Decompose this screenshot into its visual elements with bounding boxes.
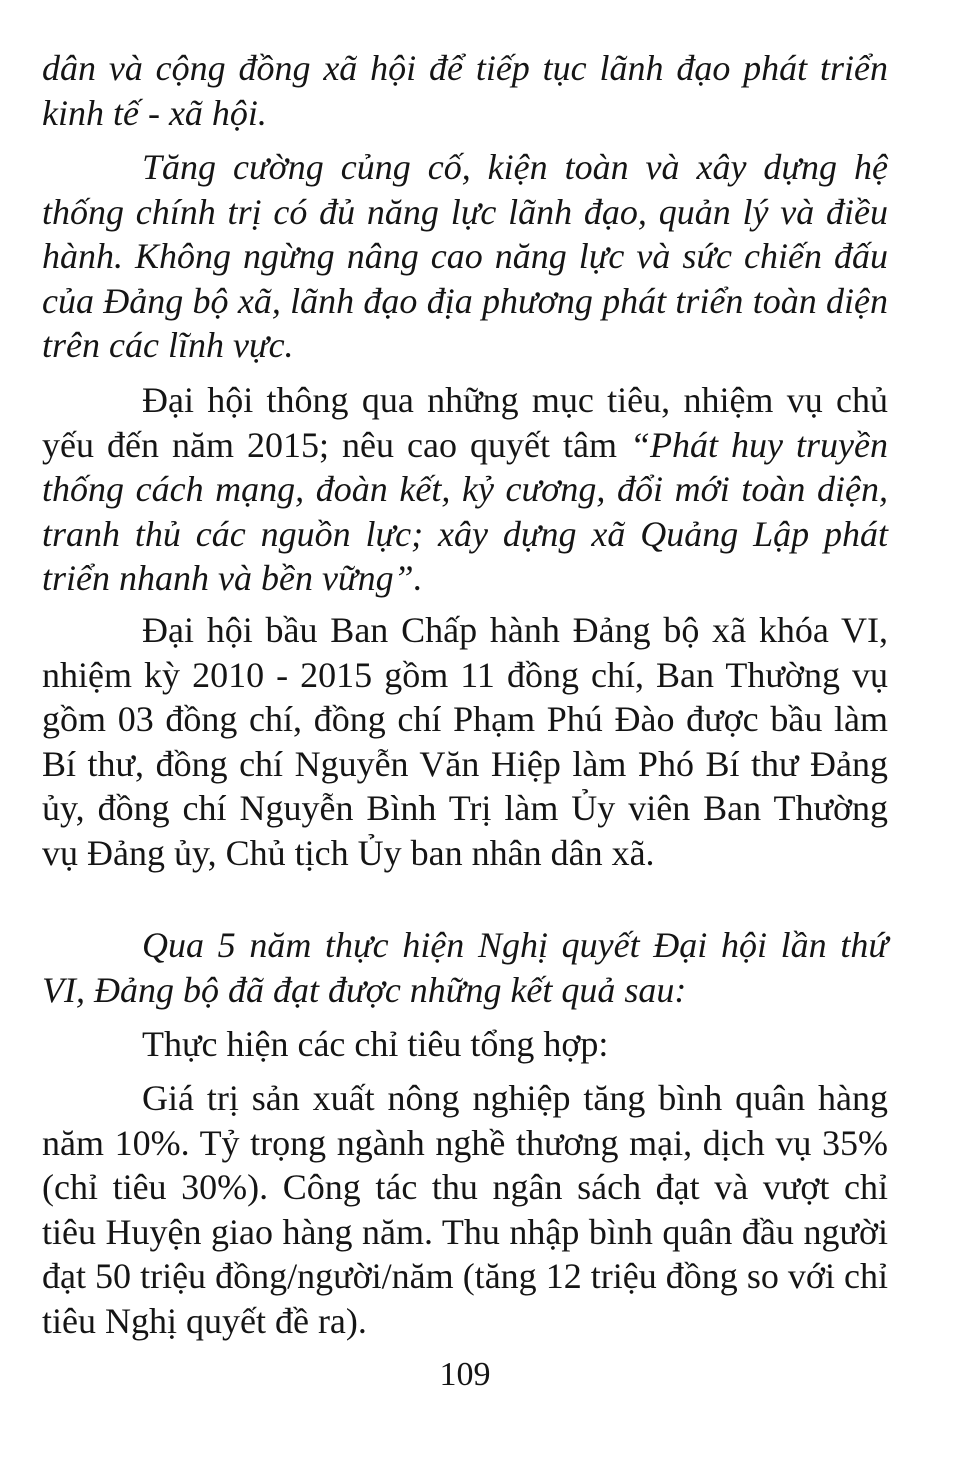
paragraph-continuation: dân và cộng đồng xã hội để tiếp tục lãnh đạo phát triển kinh tế - xã hội. xyxy=(42,48,888,133)
paragraph-political-system: Tăng cường củng cố, kiện toàn và xây dựng hệ thống chính trị có đủ năng lực lãnh đạo, quản lý và điều hành. Không ngừng nâng cao năng lực và sức chiến đấu của Đảng bộ xã, lãnh đạo địa phương phát triển toàn diện trên các lĩnh vực. xyxy=(42,147,888,365)
paragraph-indicators-heading: Thực hiện các chỉ tiêu tổng hợp: xyxy=(142,1024,609,1064)
paragraph-economic-results: Giá trị sản xuất nông nghiệp tăng bình quân hàng năm 10%. Tỷ trọng ngành nghề thương mại, dịch vụ 35% (chỉ tiêu 30%). Công tác thu ngân sách đạt và vượt chỉ tiêu Huyện giao hàng năm. Thu nhập bình quân đầu người đạt 50 triệu đồng/người/năm (tăng 12 triệu đồng so với chỉ tiêu Nghị quyết đề ra). xyxy=(42,1078,888,1341)
paragraph-congress-goals xyxy=(42,378,888,601)
congress-goals-text: Đại hội thông qua những mục tiêu, nhiệm vụ chủ yếu đến năm 2015; nêu cao quyết tâm xyxy=(42,380,888,465)
page-number: 109 xyxy=(439,1356,491,1393)
paragraph-executive-election: Đại hội bầu Ban Chấp hành Đảng bộ xã khóa VI, nhiệm kỳ 2010 - 2015 gồm 11 đồng chí, Ban Thường vụ gồm 03 đồng chí, đồng chí Phạm Phú Đào được bầu làm Bí thư, đồng chí Nguyễn Văn Hiệp làm Phó Bí thư Đảng ủy, đồng chí Nguyễn Bình Trị làm Ủy viên Ban Thường vụ Đảng ủy, Chủ tịch Ủy ban nhân dân xã. xyxy=(42,610,888,873)
congress-slogan: “Phát huy truyền thống cách mạng, đoàn kết, kỷ cương, đổi mới toàn diện, tranh thủ các nguồn lực; xây dựng xã Quảng Lập phát triển nhanh và bền vững”. xyxy=(42,424,888,598)
paragraph-results-intro: Qua 5 năm thực hiện Nghị quyết Đại hội lần thứ VI, Đảng bộ đã đạt được những kết quả sau: xyxy=(42,925,888,1010)
